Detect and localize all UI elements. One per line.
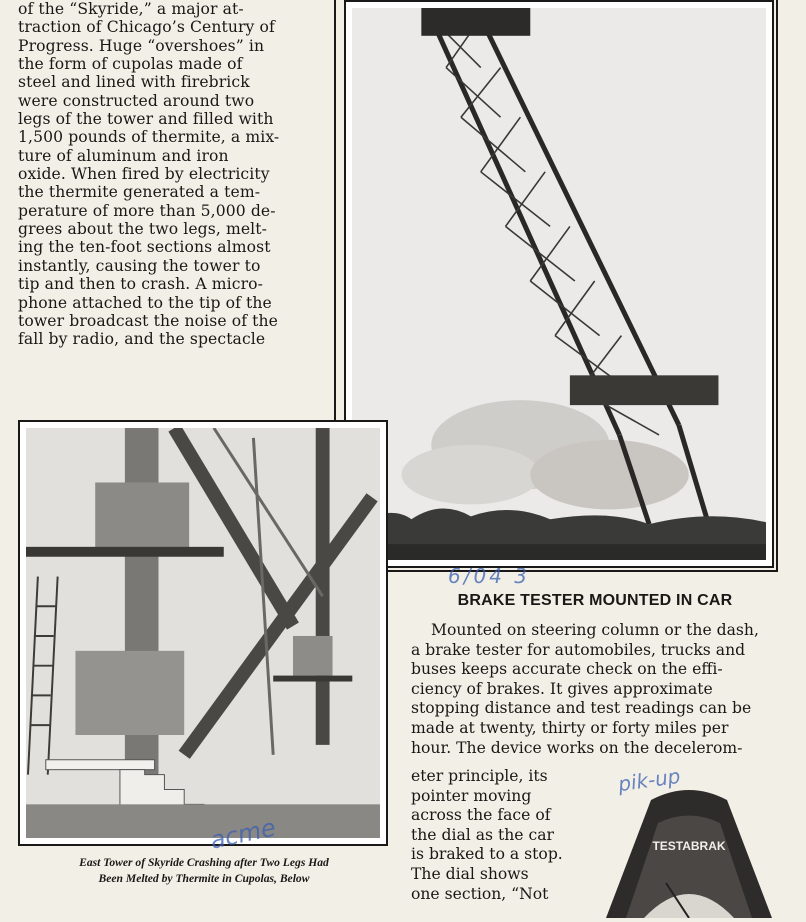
brake-narrow-line: eter principle, its	[411, 767, 548, 785]
brake-narrow-line: The dial shows	[411, 864, 529, 883]
article-line: Progress. Huge “overshoes” in	[18, 36, 265, 55]
article-line: 1,500 pounds of thermite, a mix-	[18, 128, 280, 147]
device-label: TESTABRAK	[652, 839, 726, 853]
brake-narrow-line: the dial as the car	[411, 825, 554, 844]
article-line: tip and then to crash. A micro-	[18, 275, 264, 294]
column-rule	[776, 0, 778, 572]
brake-line: hour. The device works on the decelerom-	[411, 738, 743, 757]
cupola-tower-image	[26, 428, 380, 838]
article-line: the thermite generated a tem-	[18, 183, 261, 202]
brake-narrow-line: is braked to a stop.	[411, 845, 563, 864]
article-line: ing the ten-foot sections almost	[18, 238, 271, 257]
brake-line: ciency of brakes. It gives approximate	[411, 679, 713, 698]
brake-narrow-line: one section, “Not	[411, 884, 549, 903]
brake-narrow-text	[411, 767, 577, 904]
article-line: oxide. When fired by electricity	[18, 165, 270, 184]
article-line: were constructed around two	[18, 91, 255, 110]
brake-text	[411, 621, 783, 758]
brake-heading: BRAKE TESTER MOUNTED IN CAR	[457, 592, 733, 609]
photo-caption	[18, 855, 390, 887]
brake-line: Mounted on steering column or the dash,	[431, 621, 759, 639]
brake-line: a brake tester for automobiles, trucks and	[411, 640, 746, 659]
article-line: ture of aluminum and iron	[18, 146, 229, 165]
article-line: perature of more than 5,000 de-	[18, 201, 276, 220]
cupola-tower-photo	[18, 420, 388, 846]
brake-narrow-line: across the face of	[411, 806, 551, 825]
archive-number-stamp: 6/04 3	[448, 564, 530, 588]
article-line: instantly, causing the tower to	[18, 256, 261, 275]
brake-line: made at twenty, thirty or forty miles per	[411, 718, 729, 737]
column-rule	[334, 0, 336, 420]
article-text	[18, 0, 304, 349]
article-line: legs of the tower and filled with	[18, 110, 274, 129]
acme-stamp: acme	[207, 813, 279, 855]
brake-narrow-line: pointer moving	[411, 786, 532, 805]
brake-tester-photo	[596, 778, 782, 918]
caption-line: East Tower of Skyride Crashing after Two Legs Had	[79, 856, 329, 869]
section-rule	[388, 570, 776, 572]
article-line: phone attached to the tip of the	[18, 293, 272, 312]
article-line: steel and lined with firebrick	[18, 73, 250, 92]
tower-crash-image	[352, 8, 766, 560]
article-line: the form of cupolas made of	[18, 55, 243, 74]
pickup-stamp: pik-up	[616, 763, 682, 797]
tower-crash-photo	[344, 0, 774, 568]
article-line: grees about the two legs, melt-	[18, 220, 267, 239]
article-line: traction of Chicago’s Century of	[18, 18, 275, 37]
article-line: of the “Skyride,” a major at-	[18, 0, 244, 18]
article-line: fall by radio, and the spectacle	[18, 330, 266, 349]
caption-line: Been Melted by Thermite in Cupolas, Below	[98, 872, 310, 885]
article-line: tower broadcast the noise of the	[18, 311, 278, 330]
brake-line: buses keeps accurate check on the effi-	[411, 660, 723, 679]
brake-line: stopping distance and test readings can be	[411, 699, 752, 718]
brake-tester-image	[596, 778, 782, 918]
